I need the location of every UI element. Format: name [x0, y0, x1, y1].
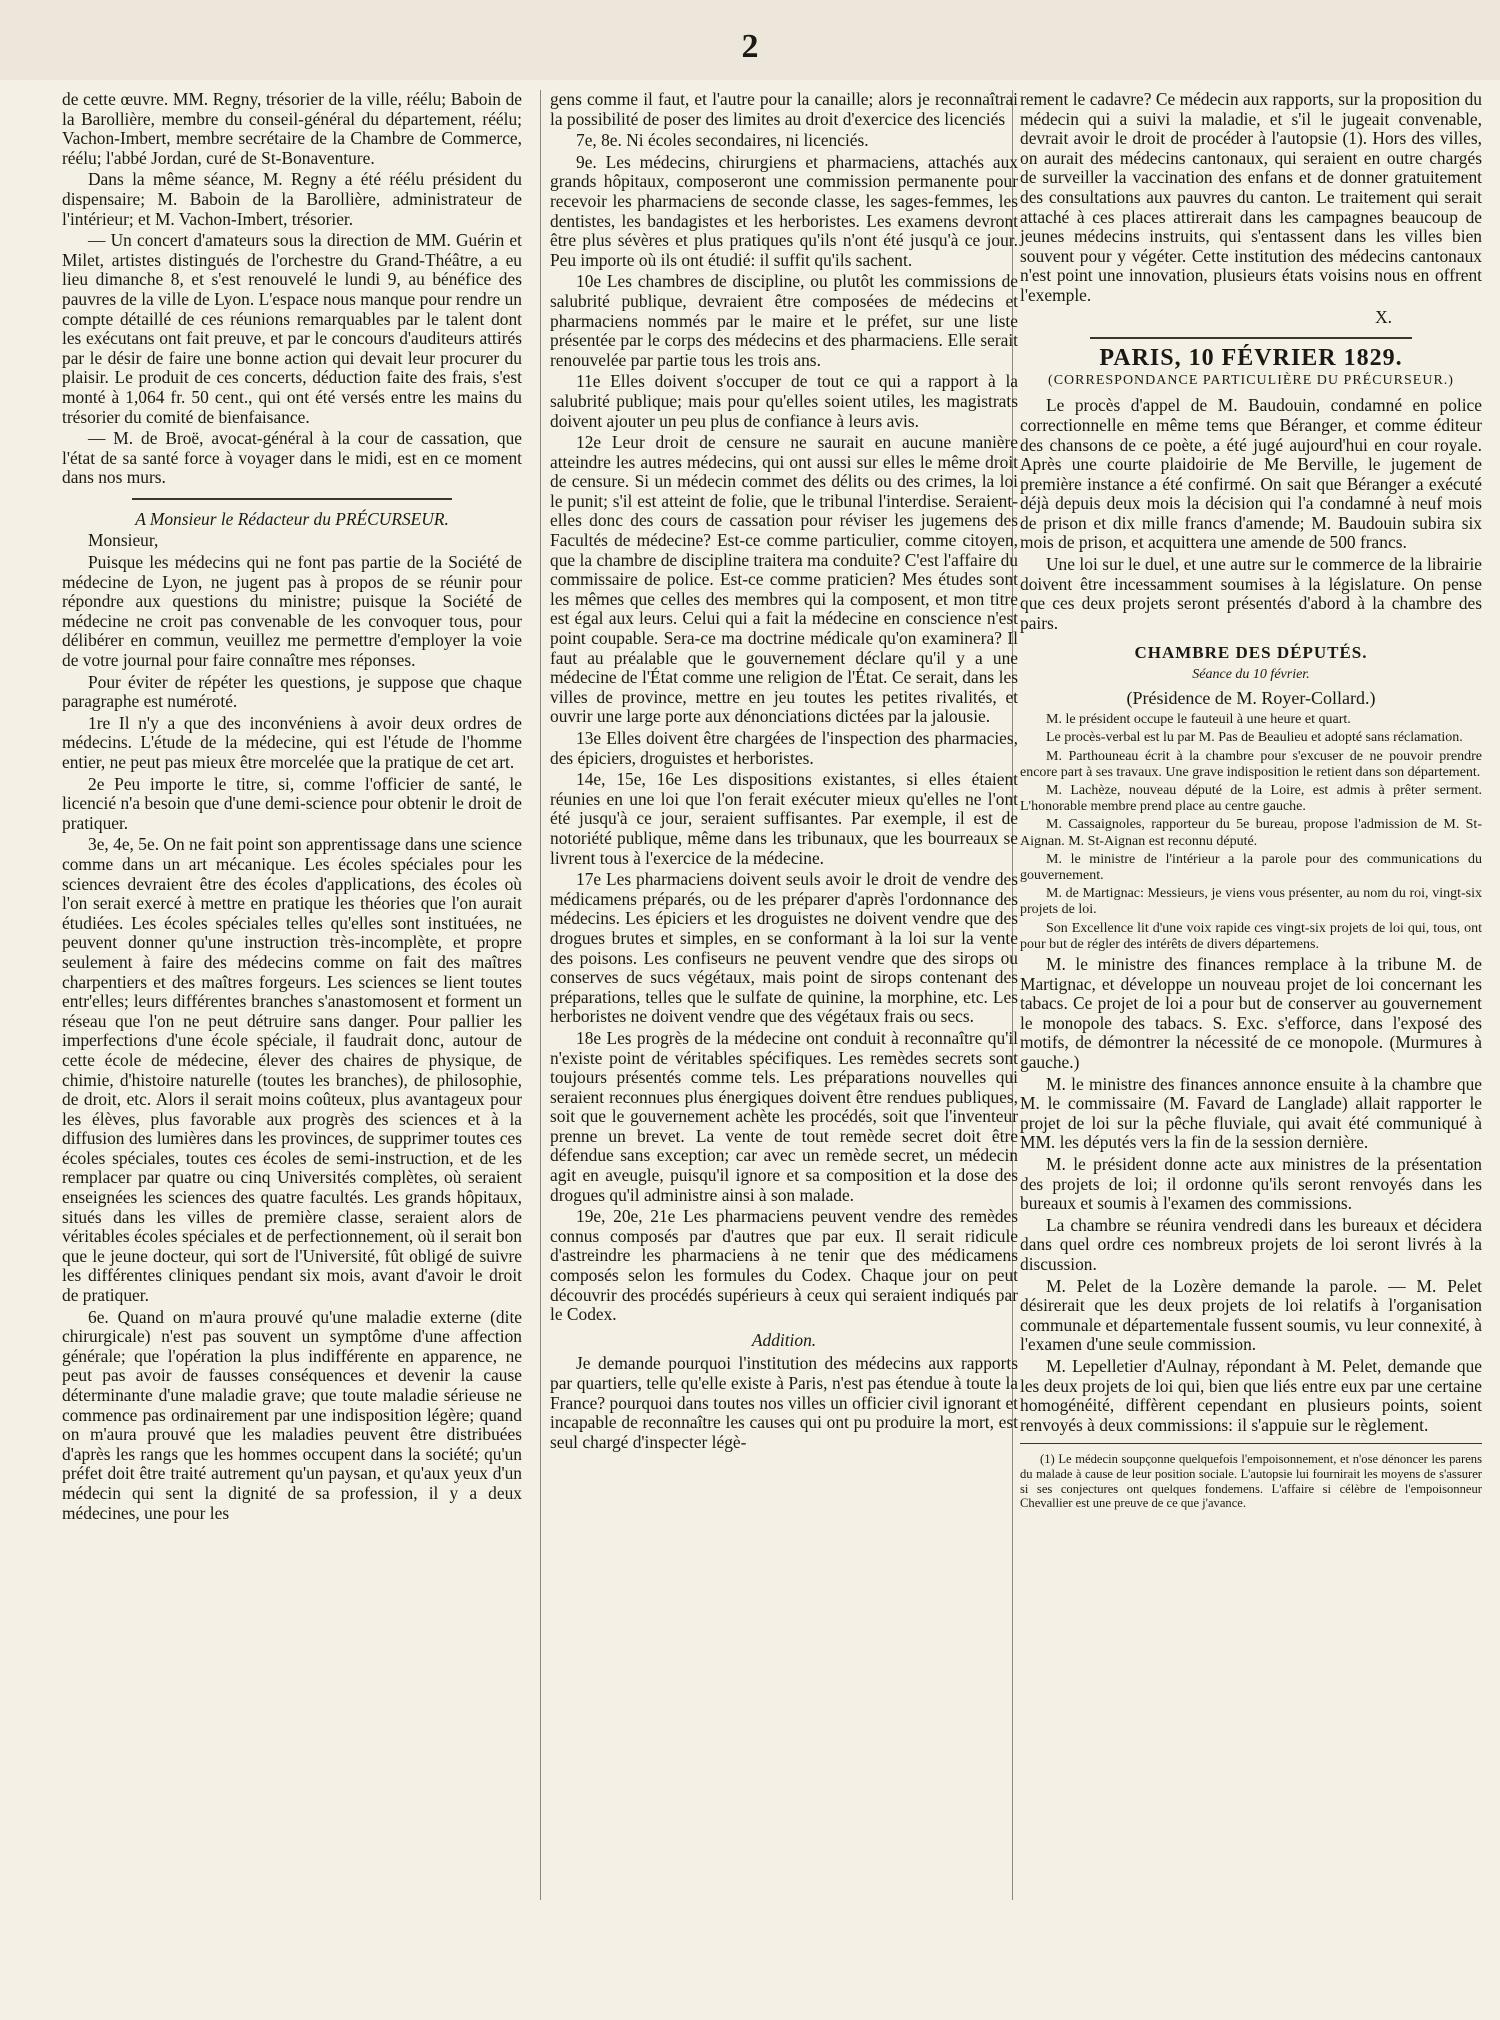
paragraph: M. Lepelletier d'Aulnay, répondant à M. Pelet, demande que les deux projets de loi qui, bien que liés entre eux par une certaine homogénéité, diffèrent cependant en plusieurs points, soient renvoyés à deux commissions: il s'appuie sur le règlement.	[1020, 1355, 1482, 1435]
paragraph: 3e, 4e, 5e. On ne fait point son apprentissage dans une science comme dans un art mécanique. Les écoles spéciales pour les sciences devraient être des écoles d'applications, des écoles où l'on serait exercé à mettre en pratique les théories que l'on aurait étudiées. Les écoles spéciales telles qu'elles sont instituées, ne peuvent donner qu'une instruction très-incomplète, et propre seulement à faire des médecins comme on fait des maîtres charpentiers et des maîtres forgeurs. Les sciences se lient toutes entr'elles; leurs différentes branches s'anastomosent et forment un réseau que l'on ne peut détruire sans danger. Pour pallier les imperfections d'une école spéciale, il faudrait donc, autour de cette école de médecine, élever des chaires de physique, de chimie, d'histoire naturelle (toutes les branches), de philosophie, de droit, etc. Alors il serait moins coûteux, plus avantageux pour les élèves, plus favorable aux progrès des sciences et à la diffusion des lumières dans les provinces, de supprimer toutes ces écoles spéciales, toutes ces écoles de semi-instruction, et de les remplacer par quatre ou cinq Universités complètes, où seraient enseignées les sciences des quatre facultés. Les grands hôpitaux, situés dans les villes de première classe, seraient alors de véritables écoles spéciales et de perfectionnement, où il serait bon que le jeune docteur, qui sort de l'Université, fût obligé de suivre les différentes cliniques pendant six mois, avant d'avoir le droit de pratiquer.	[62, 834, 522, 1306]
paragraph: M. le président occupe le fauteuil à une heure et quart.	[1046, 712, 1351, 728]
section-divider	[132, 498, 452, 500]
paragraph: — M. de Broë, avocat-général à la cour de cassation, que l'état de sa santé force à voyager dans le midi, est en ce moment dans nos murs.	[62, 428, 522, 488]
paragraph: M. Lachèze, nouveau député de la Loire, est admis à prêter serment. L'honorable membre prend place au centre gauche.	[1020, 783, 1482, 815]
correspondance-label: (CORRESPONDANCE PARTICULIÈRE DU PRÉCURSEUR.)	[1048, 372, 1454, 388]
paragraph: 19e, 20e, 21e Les pharmaciens peuvent vendre des remèdes connus composés par d'autres que par eux. Il serait ridicule d'astreindre les pharmaciens à ne tenir que des médicamens composés selon les formules du Codex. Chaque jour on peut découvrir des procédés supérieurs à ceux qui seraient indiqués par le Codex.	[550, 1206, 1018, 1325]
paragraph: M. Pelet de la Lozère demande la parole. — M. Pelet désirerait que les deux projets de loi relatifs à l'organisation communale et départementale fussent soumis, vu leur connexité, à l'examen d'une seule commission.	[1020, 1275, 1482, 1355]
paragraph: de cette œuvre. MM. Regny, trésorier de la ville, réélu; Baboin de la Barollière, membre du conseil-général du département, réélu; Vachon-Imbert, membre secrétaire de la Chambre de Commerce, réélu; l'abbé Jordan, curé de St-Bonaventure.	[62, 89, 522, 168]
column-2	[550, 90, 1018, 1454]
paragraph: M. Parthouneau écrit à la chambre pour s'excuser de ne pouvoir prendre encore part à ses travaux. Une grave indisposition le retient dans son département.	[1020, 748, 1482, 780]
dateline: PARIS, 10 FÉVRIER 1829.	[1099, 345, 1403, 372]
paragraph: 10e Les chambres de discipline, ou plutôt les commissions de salubrité publique, devraient être composées de médecins et pharmaciens nommés par le maire et le préfet, sur une liste présentée par le corps des médecins et des pharmaciens. Elle serait renouvelée par partie tous les trois ans.	[550, 271, 1018, 370]
paragraph: Une loi sur le duel, et une autre sur le commerce de la librairie doivent être incessamment soumises à la législature. On pense que ces deux projets seront présentés d'abord à la chambre des pairs.	[1020, 554, 1482, 633]
paragraph: M. Cassaignoles, rapporteur du 5e bureau, propose l'admission de M. St-Aignan. M. St-Aignan est reconnu député.	[1020, 817, 1482, 849]
paragraph: M. le ministre des finances remplace à la tribune M. de Martignac, et développe un nouveau projet de loi concernant les tabacs. Ce projet de loi a pour but de conserver au gouvernement le monopole des tabacs. S. Exc. s'efforce, dans l'exposé des motifs, de démontrer la nécessité de ce monopole. (Murmures à gauche.)	[1020, 954, 1482, 1073]
column-rule-1	[540, 90, 541, 1900]
paragraph: Puisque les médecins qui ne font pas partie de la Société de médecine de Lyon, ne jugent pas à propos de se réunir pour répondre aux questions du ministre; puisque la Société de médecine ne croit pas convenable de les convoquer tous, pour délibérer en commun, veuillez me permettre d'employer la voie de votre journal pour faire connaître mes réponses.	[62, 552, 522, 671]
paragraph: rement le cadavre? Ce médecin aux rapports, sur la proposition du médecin qui a suivi la maladie, et s'il le jugeait convenable, devrait avoir le droit de procéder à l'autopsie (1). Hors des villes, on aurait des médecins cantonaux, qui seraient en outre chargés de surveiller la vaccination des enfans et de donner gratuitement des consultations aux pauvres du canton. Le traitement qui serait attaché à ces places attirerait dans les campagnes beaucoup de jeunes médecins instruits, qui s'entassent dans les villes bien souvent pour y végéter. Cette institution des médecins cantonaux n'est point une innovation, plusieurs états voisins nous en offrent l'exemple.	[1020, 89, 1482, 305]
paragraph: La chambre se réunira vendredi dans les bureaux et décidera dans quel ordre ces nombreux projets de loi seront livrés à la discussion.	[1020, 1214, 1482, 1274]
paragraph: Dans la même séance, M. Regny a été réélu président du dispensaire; M. Baboin de la Barollière, administrateur de l'intérieur; et M. Vachon-Imbert, trésorier.	[62, 169, 522, 229]
paragraph: 13e Elles doivent être chargées de l'inspection des pharmacies, des épiciers, droguistes et herboristes.	[550, 728, 1018, 768]
footnote-text: (1) Le médecin soupçonne quelquefois l'empoisonnement, et n'ose dénoncer les parens du malade à cause de leur position sociale. L'autopsie lui fournirait les moyens de s'assurer si ses conjectures ont quelques fondemens. L'affaire si célèbre de l'empoisonneur Chevallier est une preuve de ce que j'avance.	[1020, 1452, 1482, 1511]
paragraph: M. le président donne acte aux ministres de la présentation des projets de loi; il ordonne qu'ils seront renvoyés dans les bureaux et soumis à l'examen des commissions.	[1020, 1154, 1482, 1214]
paragraph: Le procès-verbal est lu par M. Pas de Beaulieu et adopté sans réclamation.	[1046, 730, 1463, 746]
letter-heading: A Monsieur le Rédacteur du PRÉCURSEUR.	[135, 508, 449, 529]
paragraph: M. de Martignac: Messieurs, je viens vous présenter, au nom du roi, vingt-six projets de loi.	[1020, 886, 1482, 918]
paragraph: gens comme il faut, et l'autre pour la canaille; alors je reconnaîtrai la possibilité de poser des limites au droit d'exercice des licenciés	[550, 89, 1018, 129]
paragraph: 11e Elles doivent s'occuper de tout ce qui a rapport à la salubrité publique; mais pour qu'elles soient utiles, les magistrats doivent ajouter un peu plus de confiance à leurs avis.	[550, 371, 1018, 431]
paragraph: Pour éviter de répéter les questions, je suppose que chaque paragraphe est numéroté.	[62, 671, 522, 712]
paragraph: 14e, 15e, 16e Les dispositions existantes, si elles étaient réunies en une loi que l'on ferait exécuter mieux qu'elles ne l'ont été jusqu'à ce jour, seraient suffisantes. Par exemple, il est de notoriété publique, même dans les tribunaux, que les bourreaux se livrent tous à l'exercice de la médecine.	[550, 769, 1018, 868]
page-number: 2	[741, 28, 759, 65]
paragraph: 12e Leur droit de censure ne saurait en aucune manière atteindre les autres médecins, qui ont aussi sur elles le même droit de censure. Si un médecin commet des délits ou des crimes, la loi le punit; s'il est atteint de folie, que le tribunal l'interdise. Seraient-elles donc des cours de cassation pour réviser les jugemens des Facultés de médecine? Est-ce comme particulier, comme citoyen, que la chambre de discipline traitera ma conduite? C'est l'affaire du commissaire de police. Est-ce comme praticien? Mes études sont les mêmes que celles des membres qui la composent, et mon titre est égal aux leurs. Celui qui a fait la médecine en conscience n'est point coupable. Sera-ce ma doctrine médicale qu'on examinera? Il faut au préalable que le gouvernement déclare qu'il y a une médecine de l'État comme une religion de l'État. Ce serait, dans les villes de province, mettre en jeu toutes les petites rivalités, et ouvrir une large porte aux dénonciations dictées par la jalousie.	[550, 432, 1018, 727]
column-3	[1020, 90, 1482, 1511]
addition-heading: Addition.	[751, 1329, 817, 1350]
salutation: Monsieur,	[88, 530, 159, 551]
paragraph: 9e. Les médecins, chirurgiens et pharmaciens, attachés aux grands hôpitaux, composeront une commission permanente pour recevoir les pharmaciens de seconde classe, les sages-femmes, les dentistes, les bandagistes et les herboristes. Les examens devront être plus sévères et plus pratiques qu'ils n'ont été jusqu'à ce jour. Peu importe où ils ont étudié: il suffit qu'ils sachent.	[550, 151, 1018, 270]
paragraph: 7e, 8e. Ni écoles secondaires, ni licenciés.	[576, 130, 869, 151]
paragraph: M. le ministre de l'intérieur a la parole pour des communications du gouvernement.	[1020, 851, 1482, 884]
paragraph: Je demande pourquoi l'institution des médecins aux rapports par quartiers, telle qu'elle existe à Paris, n'est pas étendue à toute la France? pourquoi dans toutes nos villes un officier civil ignorant et incapable de reconnaître les causes qui ont pu produire la mort, est seul chargé d'inspecter légè-	[550, 1353, 1018, 1452]
paragraph: 2e Peu importe le titre, si, comme l'officier de santé, le licencié n'a besoin que d'une demi-science pour obtenir le droit de pratiquer.	[62, 773, 522, 833]
paragraph: Le procès d'appel de M. Baudouin, condamné en police correctionnelle en même tems que Béranger, et comme éditeur des chansons de ce poète, a été jugé aujourd'hui en cour royale. Après une courte plaidoirie de Me Berville, le jugement de première instance a été confirmé. On sait que Béranger a exécuté déjà depuis deux mois la décision qui l'a condamné à neuf mois de prison et dix mille francs d'amende; M. Baudouin subira six mois de prison, et acquittera une amende de 500 francs.	[1020, 395, 1482, 553]
paragraph: — Un concert d'amateurs sous la direction de MM. Guérin et Milet, artistes distingués de l'orchestre du Grand-Théâtre, a eu lieu dimanche 8, et s'est renouvelé le lundi 9, au bénéfice des pauvres de la ville de Lyon. L'espace nous manque pour rendre un compte détaillé de ces réunions remarquables par le talent dont les exécutans ont fait preuve, et par le concours d'auditeurs attirés par le désir de faire une bonne action qui devait leur procurer du plaisir. Le produit de ces concerts, déduction faite des frais, s'est monté à 1,064 fr. 50 cent., qui ont été versés entre les mains du trésorier du comité de bienfaisance.	[62, 230, 522, 427]
paragraph: Son Excellence lit d'une voix rapide ces vingt-six projets de loi qui, tous, ont pour but de régler des intérêts de divers départemens.	[1020, 920, 1482, 952]
session-minutes	[1020, 712, 1482, 953]
chamber-heading: CHAMBRE DES DÉPUTÉS.	[1134, 643, 1368, 663]
footnote	[1020, 1452, 1482, 1510]
paragraph: 6e. Quand on m'aura prouvé qu'une maladie externe (dite chirurgicale) n'est pas souvent un symptôme d'une affection générale; que l'opération la plus indifférente en apparence, ne peut pas avoir de fausses conséquences et devenir la cause déterminante d'une maladie grave; que toute maladie sérieuse ne commence pas ordinairement par une indisposition légère; quand on m'aura prouvé que les maladies peuvent être distribuées d'après les rangs que les hommes occupent dans la société; qu'un préfet doit être traité autrement qu'un paysan, et qu'aux yeux d'un médecin qui sent la dignité de sa profession, il y a deux médecines, une pour les	[62, 1306, 522, 1523]
footnote-divider	[1020, 1443, 1482, 1444]
signature: X.	[1375, 306, 1392, 327]
section-divider	[1090, 337, 1412, 339]
presidence-line: (Présidence de M. Royer-Collard.)	[1126, 687, 1376, 708]
paragraph: 17e Les pharmaciens doivent seuls avoir le droit de vendre des médicamens préparés, ou de les préparer d'après l'ordonnance des médecins. Les épiciers et les droguistes ne doivent vendre que des drogues brutes et simples, en se conformant à la loi sur la vente des poisons. Les confiseurs ne peuvent vendre que des sirops ou conserves de sucs végétaux, mais point de sirops contenant des préparations, telles que le sulfate de quinine, la morphine, etc. Les herboristes ne doivent vendre que des végétaux frais ou secs.	[550, 869, 1018, 1027]
paragraph: 18e Les progrès de la médecine ont conduit à reconnaître qu'il n'existe point de véritables spécifiques. Les remèdes secrets sont toujours présentés comme tels. Les préparations nouvelles qui seraient reconnues plus énergiques doivent être rendues publiques, soit que le gouvernement achète les procédés, soit que l'inventeur prenne un brevet. La vente de tout remède secret doit être défendue sans exception; car avec un remède secret, un médecin agit en aveugle, puisqu'il ignore et sa composition et la dose des drogues qu'il administre ainsi à son malade.	[550, 1027, 1018, 1205]
paragraph: M. le ministre des finances annonce ensuite à la chambre que M. le commissaire (M. Favard de Langlade) allait rapporter le projet de loi sur la pêche fluviale, qui avait été communiqué à MM. les députés vers la fin de la session dernière.	[1020, 1073, 1482, 1153]
column-1	[62, 90, 522, 1525]
seance-date: Séance du 10 février.	[1192, 667, 1310, 683]
paragraph: 1re Il n'y a que des inconvéniens à avoir deux ordres de médecins. L'étude de la médecine, qui est l'étude de l'homme entier, ne peut pas mieux être morcelée que la pratique de cet art.	[62, 712, 522, 772]
